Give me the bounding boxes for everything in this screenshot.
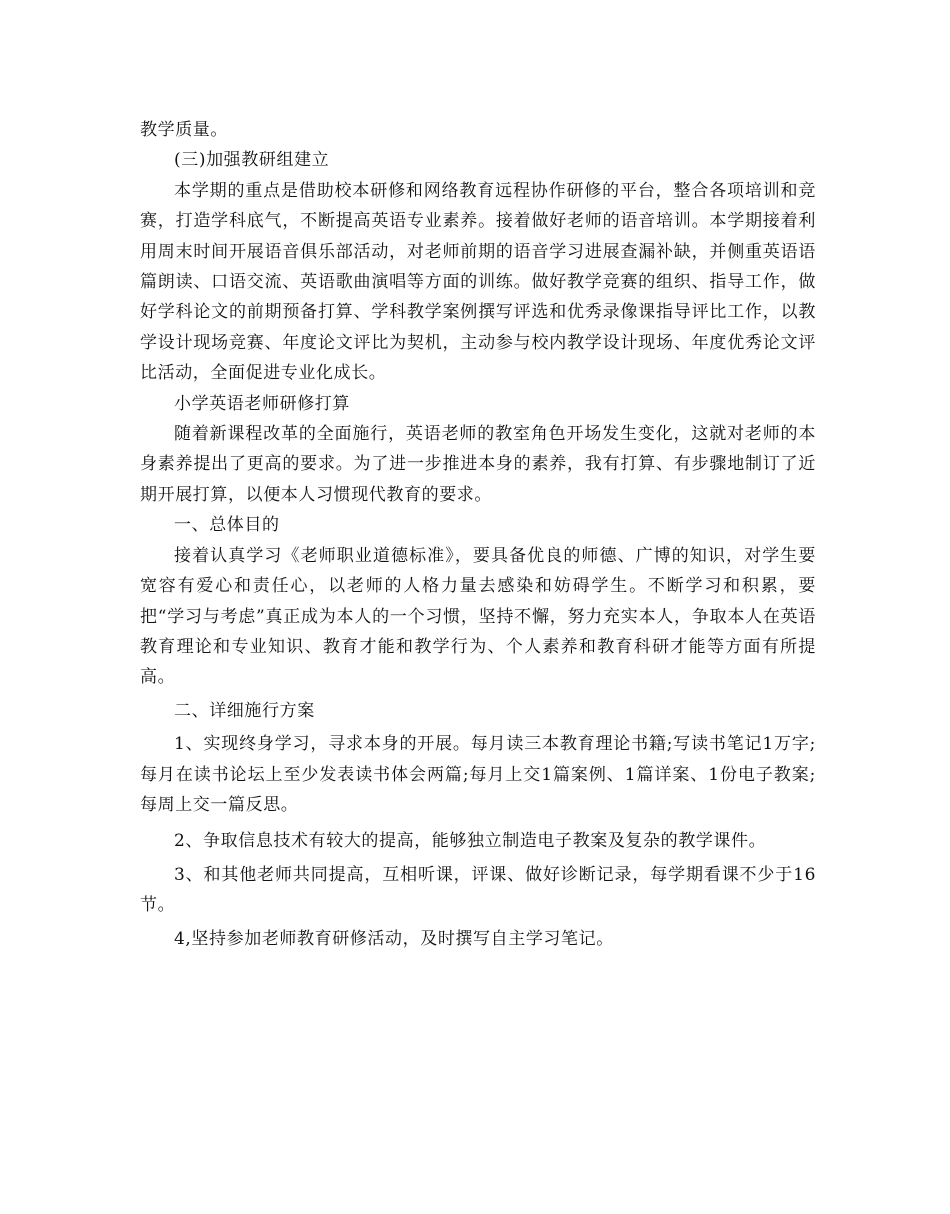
list-item-2: 2、争取信息技术有较大的提高，能够独立制造电子教案及复杂的教学课件。	[174, 831, 767, 852]
list-item-3: 3、和其他老师共同提高，互相听课，评课、做好诊断记录，每学期看课不少于16节。	[140, 864, 816, 916]
list-item-4: 4,坚持参加老师教育研修活动，及时撰写自主学习笔记。	[174, 928, 614, 949]
heading-teacher-research-plan: 小学英语老师研修打算	[174, 393, 350, 414]
document-body	[140, 115, 816, 954]
heading-overall-goal: 一、总体目的	[174, 515, 280, 536]
paragraph-curriculum-reform: 随着新课程改革的全面施行，英语老师的教室角色开场发生变化，这就对老师的本身素养提出了更高的要求。为了进一步推进本身的素养，我有打算、有步骤地制订了近期开展打算，以便本人习惯现代教育的要求。	[140, 424, 816, 505]
heading-strengthen-research-group: (三)加强教研组建立	[174, 150, 330, 171]
list-item-1: 1、实现终身学习，寻求本身的开展。每月读三本教育理论书籍;写读书笔记1万字;每月在读书论坛上至少发表读书体会两篇;每月上交1篇案例、1篇详案、1份电子教案;每周上交一篇反思。	[140, 734, 816, 815]
paragraph-continuation: 教学质量。	[140, 120, 228, 140]
paragraph-overall-goal: 接着认真学习《老师职业道德标准》，要具备优良的师德、广博的知识，对学生要宽容有爱心和责任心，以老师的人格力量去感染和妨碍学生。不断学习和积累，要把“学习与考虑”真正成为本人的一个习惯，坚持不懈，努力充实本人，争取本人在英语教育理论和专业知识、教育才能和教学行为、个人素养和教育科研才能等方面有所提高。	[140, 545, 816, 688]
heading-detailed-plan: 二、详细施行方案	[174, 700, 315, 721]
paragraph-research-focus: 本学期的重点是借助校本研修和网络教育远程协作研修的平台，整合各项培训和竞赛，打造学科底气，不断提高英语专业素养。接着做好老师的语音培训。本学期接着利用周末时间开展语音俱乐部活动，对老师前期的语音学习进展查漏补缺，并侧重英语语篇朗读、口语交流、英语歌曲演唱等方面的训练。做好教学竞赛的组织、指导工作，做好学科论文的前期预备打算、学科教学案例撰写评选和优秀录像课指导评比工作，以教学设计现场竞赛、年度论文评比为契机，主动参与校内教学设计现场、年度优秀论文评比活动，全面促进专业化成长。	[140, 180, 816, 384]
